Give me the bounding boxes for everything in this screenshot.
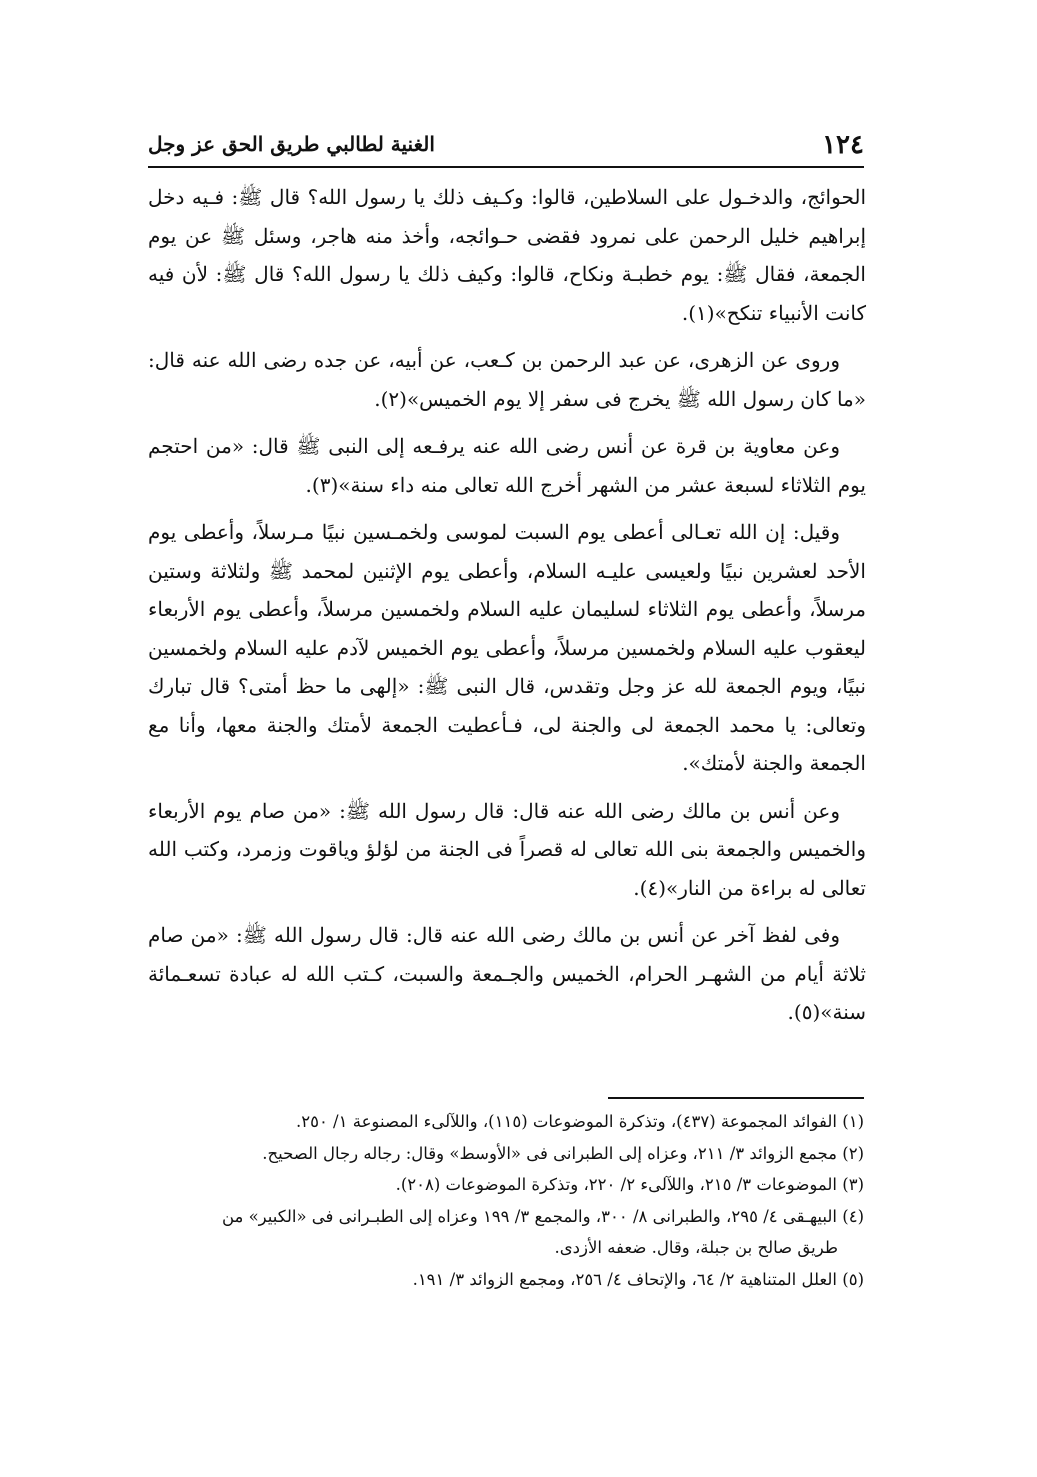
header-rule — [148, 166, 864, 168]
footnote-2: (٢) مجمع الزوائد ٣/ ٢١١، وعزاه إلى الطبرانى فى «الأوسط» وقال: رجاله رجال الصحيح. — [262, 1143, 864, 1163]
footnote-rule — [608, 1097, 864, 1099]
paragraph-6: وفى لفظ آخر عن أنس بن مالك رضى الله عنه قال: قال رسول الله ﷺ: «من صام ثلاثة أيام من الشهـر الحرام، الخميس والجـمعة والسبت، كـتب الله له عبادة تسعـمائة سنة»(٥). — [148, 923, 866, 1024]
paragraph-2: وروى عن الزهرى، عن عبد الرحمن بن كـعب، عن أبيه، عن جده رضى الله عنه قال: «ما كان رسول الله ﷺ يخرج فى سفر إلا يوم الخميس»(٢). — [148, 348, 866, 411]
running-title: الغنية لطالبي طريق الحق عز وجل — [148, 132, 435, 156]
paragraph-1: الحوائج، والدخـول على السلاطين، قالوا: وكـيف ذلك يا رسول الله؟ قال ﷺ: فـيه دخل إبراهيم خليل الرحمن على نمرود فقضى حـوائجه، وأخذ منه هاجر، وسئل ﷺ عن يوم الجمعة، فقال ﷺ: يوم خطبـة ونكاح، قالوا: وكيف ذلك يا رسول الله؟ قال ﷺ: لأن فيه كانت الأنبياء تنكح»(١). — [148, 185, 866, 325]
page-header — [148, 124, 864, 164]
footnote-3: (٣) الموضوعات ٣/ ٢١٥، واللآلىء ٢/ ٢٢٠، وتذكرة الموضوعات (٢٠٨). — [395, 1175, 864, 1194]
paragraph-5: وعن أنس بن مالك رضى الله عنه قال: قال رسول الله ﷺ: «من صام يوم الأربعاء والخميس والجمعة بنى الله تعالى له قصراً فى الجنة من لؤلؤ وياقوت وزمرد، وكتب الله تعالى له براءة من النار»(٤). — [148, 798, 866, 900]
footnotes — [148, 1106, 864, 1295]
paragraph-4: وقيل: إن الله تعـالى أعطى يوم السبت لموسى ولخمـسين نبيًا مـرسلاً، وأعطى يوم الأحد لعشرين نبيًا ولعيسى عليـه السلام، وأعطى يوم الإثنين لمحمد ﷺ ولثلاثة وستين مرسلاً، وأعطى يوم الثلاثاء لسليمان عليه السلام ولخمسين مرسلاً، وأعطى يوم الأربعاء ليعقوب عليه السلام ولخمسين مرسلاً، وأعطى يوم الخميس لآدم عليه السلام ولخمسين نبيًا، ويوم الجمعة لله عز وجل وتقدس، قال النبى ﷺ: «إلهى ما حظ أمتى؟ قال تبارك وتعالى: يا محمد الجمعة لى والجنة لى، فـأعطيت الجمعة لأمتك والجنة معها، وأنا مع الجمعة والجنة لأمتك». — [148, 520, 867, 775]
footnote-1: (١) الفوائد المجموعة (٤٣٧)، وتذكرة الموضوعات (١١٥)، واللآلىء المصنوعة ١/ ٢٥٠. — [295, 1112, 864, 1131]
footnote-5: (٥) العلل المتناهية ٢/ ٦٤، والإتحاف ٤/ ٢٥٦، ومجمع الزوائد ٣/ ١٩١. — [412, 1269, 864, 1289]
page-number: ١٢٤ — [822, 130, 864, 160]
main-text — [148, 178, 866, 1041]
paragraph-3: وعن معاوية بن قرة عن أنس رضى الله عنه يرفـعه إلى النبى ﷺ قال: «من احتجم يوم الثلاثاء لسبعة عشر من الشهر أخرج الله تعالى منه داء سنة»(٣). — [148, 434, 866, 497]
footnote-4-continuation: طريق صالح بن جبلة، وقال. ضعفه الأزدى. — [554, 1238, 838, 1257]
footnote-4: (٤) البيهـقى ٤/ ٢٩٥، والطبرانى ٨/ ٣٠٠، والمجمع ٣/ ١٩٩ وعزاه إلى الطبـرانى فى «الكبير» من — [221, 1206, 864, 1226]
